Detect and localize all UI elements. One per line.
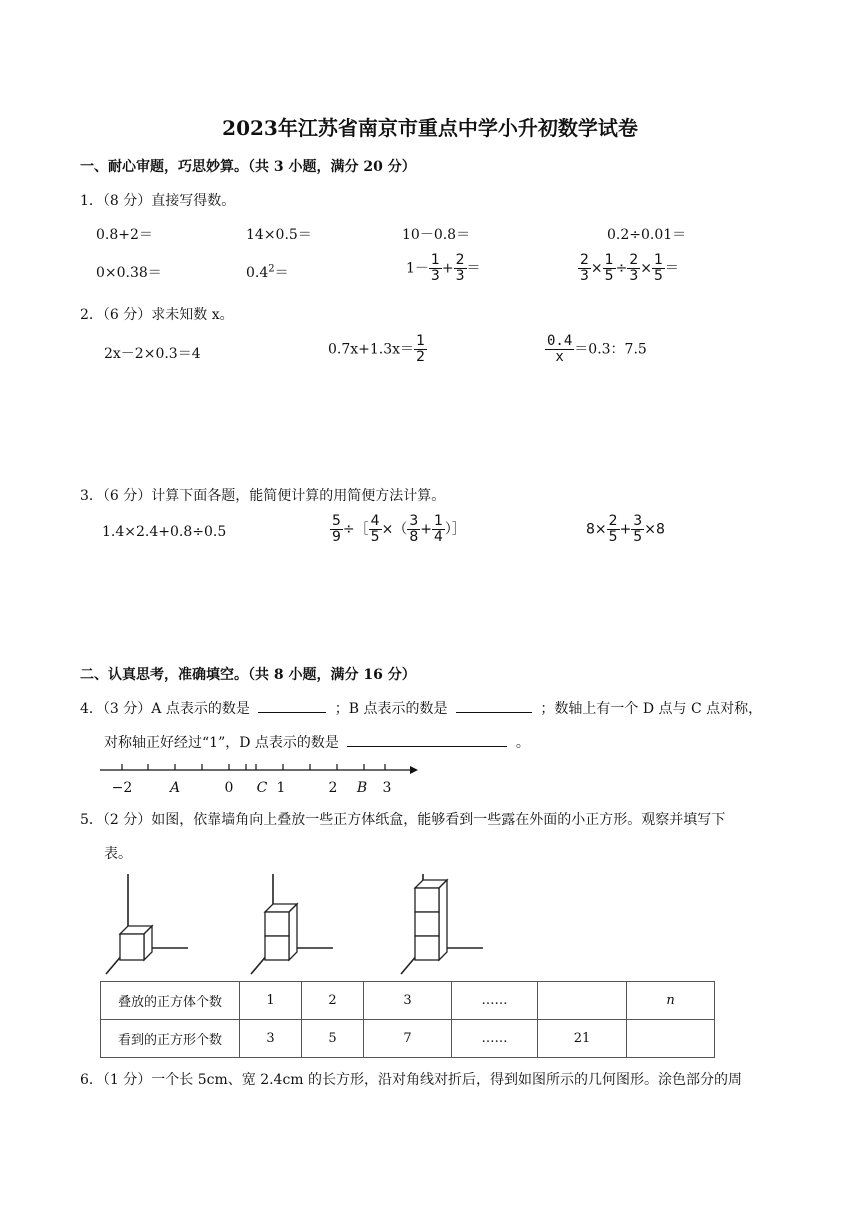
- q1-r1-3: 10－0.8＝: [402, 227, 471, 243]
- axis-label-0: 0: [224, 780, 234, 796]
- q2-eq3-tail: ＝0.3：7.5: [574, 341, 647, 358]
- q6-line1: 6．（1 分）一个长 5cm、宽 2.4cm 的长方形，沿对角线对折后，得到如图所示的几何图形。涂色部分的周: [80, 1072, 743, 1088]
- q3-eq3: [586, 514, 665, 545]
- q4-line2-pre: 对称轴正好经过“1”，D 点表示的数是: [104, 735, 339, 751]
- q3-eq2-frac2: $\frac{4}{5}$: [370, 513, 380, 545]
- q1-r2-2: [246, 262, 289, 282]
- q1-r2-2-base: 0.4: [246, 265, 269, 281]
- q4-line2-tail: 。: [515, 735, 530, 751]
- cube-count-table: [100, 981, 715, 1058]
- q2-stem: 2．（6 分）求未知数 x。: [80, 307, 234, 323]
- section-1-heading: 一、耐心审题，巧思妙算。（共 3 小题，满分 20 分）: [80, 159, 416, 175]
- q3-eq2-frac4: $\frac{1}{4}$: [433, 513, 443, 545]
- q3-eq3-pre: 8×: [586, 521, 607, 538]
- q4-blank-b[interactable]: [456, 698, 532, 713]
- q1-r2-3-pre: 1－: [406, 260, 429, 277]
- q1-r2-3-tail: ＝: [466, 260, 481, 277]
- q1-r2-4-op3: ×: [640, 260, 652, 277]
- axis-label-c: C: [256, 780, 268, 796]
- axis-label-1: 1: [276, 780, 286, 796]
- q5-line2: 表。: [104, 846, 132, 862]
- q1-r2-4-frac3: $\frac{2}{3}$: [629, 252, 639, 284]
- axis-label-3: 3: [382, 780, 392, 796]
- q3-eq2-op2: ×（: [381, 521, 408, 538]
- q4-part3: ；数轴上有一个 D 点与 C 点对称，: [540, 701, 763, 717]
- q1-r2-4-op2: ÷: [615, 260, 628, 277]
- q4-blank-d[interactable]: [347, 732, 507, 747]
- q4-part1: 4．（3 分）A 点表示的数是: [80, 701, 250, 717]
- q2-eq2-pre: 0.7x+1.3x＝: [328, 341, 415, 358]
- q1-r1-1: 0.8+2＝: [96, 227, 153, 243]
- table-cell: 7: [364, 1020, 452, 1058]
- q1-r2-4-frac4: $\frac{1}{5}$: [653, 252, 663, 284]
- q2-eq1: 2x－2×0.3＝4: [104, 346, 201, 362]
- q4-part2: ；B 点表示的数是: [334, 701, 448, 717]
- q1-r1-4: 0.2÷0.01＝: [607, 227, 687, 243]
- table-cell: 2: [302, 982, 364, 1020]
- q1-r2-4-op1: ×: [590, 260, 603, 277]
- section-2-heading: 二、认真思考，准确填空。（共 8 小题，满分 16 分）: [80, 667, 416, 683]
- table-cell: n: [627, 982, 715, 1020]
- q3-eq3-op: +: [619, 521, 632, 538]
- q1-r2-4-tail: ＝: [664, 260, 679, 277]
- q3-eq3-frac2: $\frac{3}{5}$: [633, 513, 643, 545]
- q2-eq3-frac: $\frac{0.4}{x}$: [547, 333, 573, 365]
- corner-figure-2: [245, 872, 340, 977]
- q4-blank-a[interactable]: [258, 698, 326, 713]
- q3-eq3-tail: ×8: [644, 521, 665, 538]
- corner-figure-3: [395, 872, 490, 977]
- q1-r2-2-exp: 2: [268, 263, 275, 275]
- q3-eq2-tail: ）］: [444, 521, 466, 538]
- table-cell: 3: [240, 1020, 302, 1058]
- table-cell: 1: [240, 982, 302, 1020]
- table-cell: 看到的正方形个数: [101, 1020, 240, 1058]
- table-cell[interactable]: [627, 1020, 715, 1058]
- q4-line1: [80, 698, 762, 718]
- table-row: [101, 1020, 715, 1058]
- q3-stem: 3．（6 分）计算下面各题，能简便计算的用简便方法计算。: [80, 488, 446, 504]
- q3-eq1: 1.4×2.4+0.8÷0.5: [102, 524, 227, 540]
- q1-stem: 1．（8 分）直接写得数。: [80, 193, 236, 209]
- table-cell: 21: [538, 1020, 627, 1058]
- table-cell: ……: [452, 982, 538, 1020]
- axis-label-2: 2: [328, 780, 338, 796]
- page-title: 2023年江苏省南京市重点中学小升初数学试卷: [222, 116, 638, 140]
- table-cell: ……: [452, 1020, 538, 1058]
- axis-label-neg2: −2: [111, 780, 133, 796]
- q1-r2-4-frac2: $\frac{1}{5}$: [604, 252, 614, 284]
- q5-line1: 5．（2 分）如图，依靠墙角向上叠放一些正方体纸盒，能够看到一些露在外面的小正方形。观察并填写下: [80, 812, 726, 828]
- q1-r2-3-frac1: $\frac{1}{3}$: [430, 252, 440, 284]
- table-cell[interactable]: [538, 982, 627, 1020]
- q1-r2-4-frac1: $\frac{2}{3}$: [580, 252, 589, 284]
- q2-eq2-frac: $\frac{1}{2}$: [416, 333, 425, 365]
- q1-r2-3: [406, 253, 481, 284]
- q2-eq3: [545, 334, 647, 365]
- q1-r2-3-op: +: [441, 260, 454, 277]
- table-cell: 5: [302, 1020, 364, 1058]
- table-cell: 3: [364, 982, 452, 1020]
- q2-eq2: [328, 334, 427, 365]
- q3-eq2: [330, 514, 466, 545]
- axis-label-b: B: [356, 780, 368, 796]
- number-line: [98, 760, 422, 800]
- q1-r2-3-frac2: $\frac{2}{3}$: [455, 252, 465, 284]
- q3-eq2-frac3: $\frac{3}{8}$: [409, 513, 419, 545]
- q1-r2-4: [578, 253, 679, 284]
- q3-eq2-op1: ÷［: [342, 521, 369, 538]
- q4-line2: [104, 732, 530, 752]
- q1-r2-2-tail: ＝: [274, 265, 289, 281]
- table-row: [101, 982, 715, 1020]
- table-cell: 叠放的正方体个数: [101, 982, 240, 1020]
- q3-eq2-op3: +: [420, 521, 432, 538]
- axis-label-a: A: [169, 780, 181, 796]
- q3-eq3-frac1: $\frac{2}{5}$: [608, 513, 618, 545]
- q1-r1-2: 14×0.5＝: [246, 227, 312, 243]
- q1-r2-1: 0×0.38＝: [96, 265, 162, 281]
- corner-figure-1: [100, 872, 195, 977]
- q3-eq2-frac1: $\frac{5}{9}$: [332, 513, 341, 545]
